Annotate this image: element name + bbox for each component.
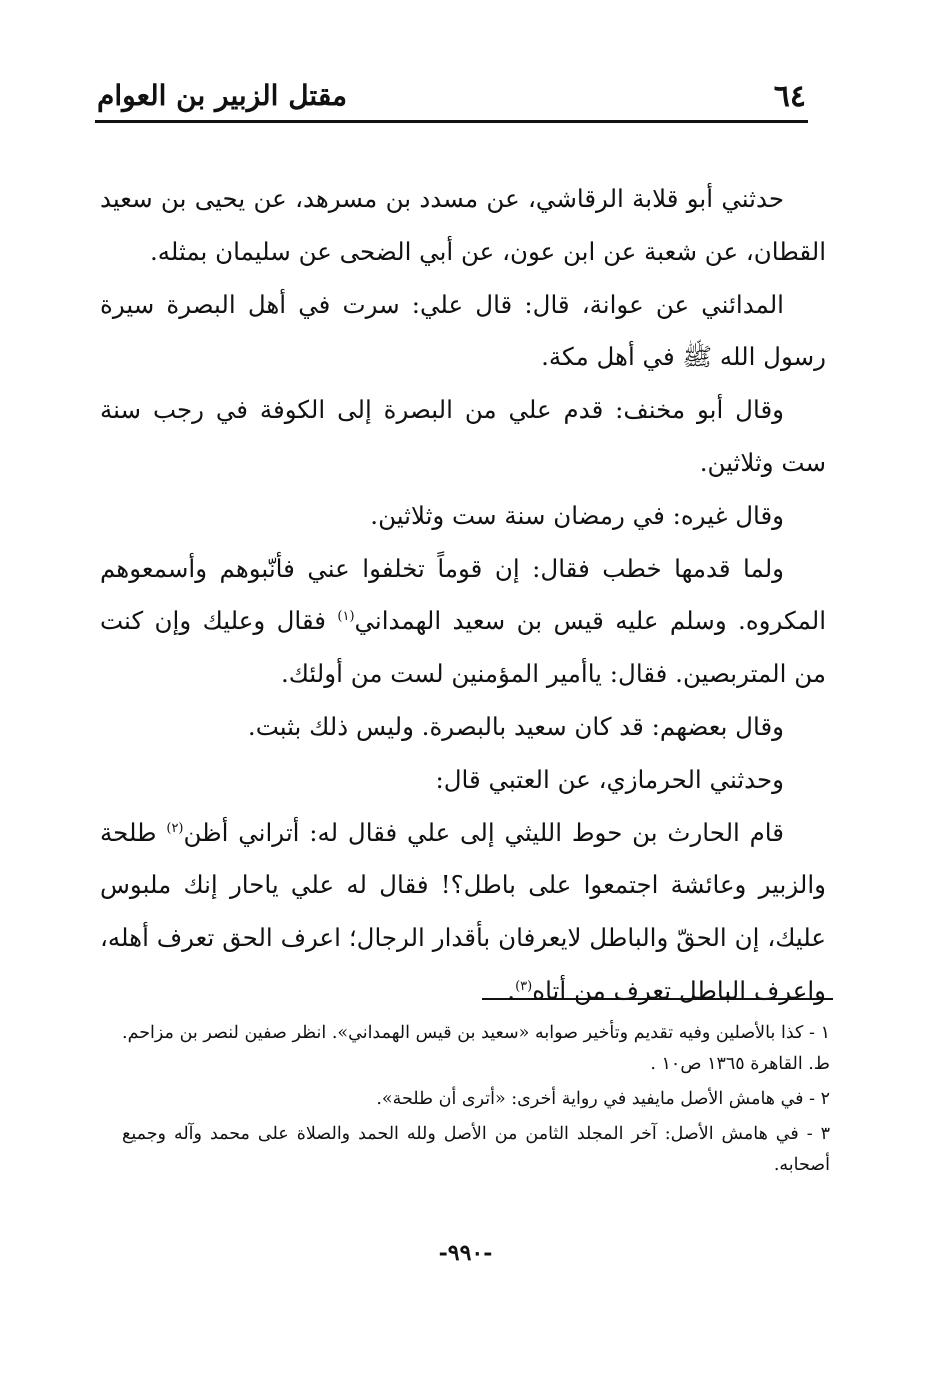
paragraph-4: وقال غيره: في رمضان سنة ست وثلاثين. [370,500,784,530]
header-rule [95,120,808,123]
footnote-rule [482,998,833,1000]
running-title: مقتل الزبير بن العوام [97,79,348,112]
footnote-ref-1: (١) [337,609,355,625]
folio-number: -٩٩٠- [438,1240,493,1266]
paragraph-3: وقال أبو مخنف: قدم علي من البصرة إلى الكوفة في رجب سنة ست وثلاثين. [100,395,826,477]
footnote-2: ٢ - في هامش الأصل مايفيد في رواية أخرى: «أترى أن طلحة». [376,1089,830,1109]
footnote-ref-3: (٣) [515,978,533,994]
paragraph-1: حدثني أبو قلابة الرقاشي، عن مسدد بن مسرهد، عن يحيى بن سعيد القطان، عن شعبة عن ابن عون، عن أبي الضحى عن سليمان بمثله. [100,184,826,266]
paragraph-5-part-a: ولما قدمها خطب فقال: إن قوماً تخلفوا عني فأنّبوهم وأسمعوهم المكروه. وسلم عليه قيس بن سعيد الهمداني [100,553,827,636]
footnote-3: ٣ - في هامش الأصل: آخر المجلد الثامن من الأصل ولله الحمد والصلاة على محمد وآله وجميع أصحابه. [122,1124,830,1175]
paragraph-8-part-b: طلحة والزبير وعائشة اجتمعوا على باطل؟! فقال له علي ياحار إنك ملبوس عليك، إن الحقّ والباطل لايعرفان بأقدار الرجال؛ اعرف الحق تعرف أهله، واعرف الباطل تعرف من أتاه [100,817,826,1005]
footnotes [122,1018,830,1185]
page-number: ٦٤ [773,79,806,114]
paragraph-5-part-b: فقال وعليك وإن كنت من المتربصين. فقال: ياأمير المؤمنين لست من أولئك. [100,606,826,689]
paragraph-7: وحدثني الحرمازي، عن العتبي قال: [435,764,784,794]
paragraph-5 [100,543,826,701]
paragraph-8-part-c: . [507,975,516,1005]
paragraph-6: وقال بعضهم: قد كان سعيد بالبصرة. وليس ذلك بثبت. [247,711,784,741]
paragraph-8-part-a: قام الحارث بن حوط الليثي إلى علي فقال له: أتراني أظن [183,817,784,847]
paragraph-8 [100,807,826,1018]
footnote-1: ١ - كذا بالأصلين وفيه تقديم وتأخير صوابه «سعيد بن قيس الهمداني». انظر صفين لنصر بن مزاحم. ط. القاهرة ١٣٦٥ ص١٠ . [122,1023,830,1074]
paragraph-2: المدائني عن عوانة، قال: قال علي: سرت في أهل البصرة سيرة رسول الله ﷺ في أهل مكة. [100,289,826,372]
footnote-ref-2: (٢) [166,820,184,836]
page-header [95,80,808,124]
main-text [100,173,826,1018]
